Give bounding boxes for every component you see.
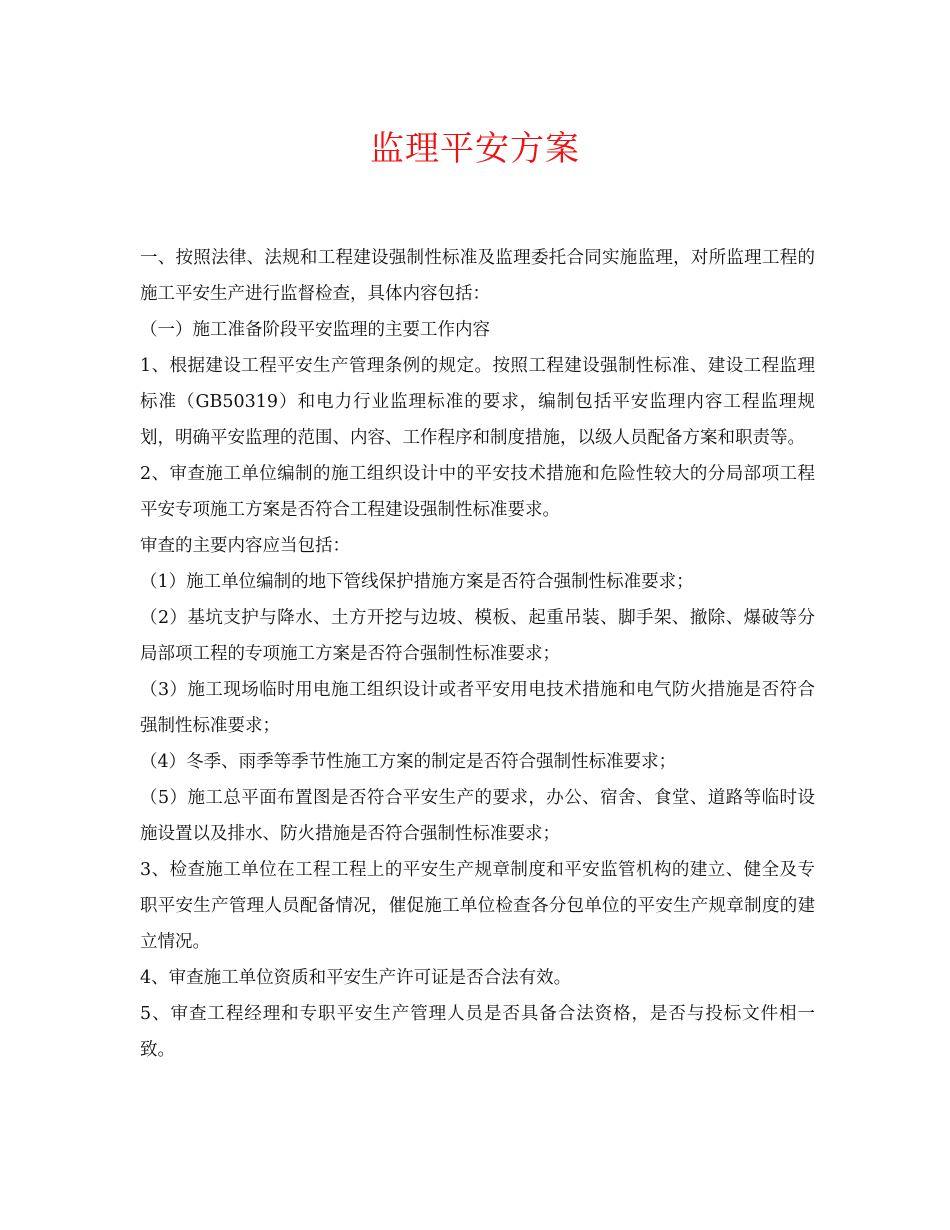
paragraph-item-4: 4、审查施工单位资质和平安生产许可证是否合法有效。 xyxy=(140,968,572,988)
paragraph-review-5: （5）施工总平面布置图是否符合平安生产的要求，办公、宿舍、食堂、道路等临时设施设置以及排水、防火措施是否符合强制性标准要求； xyxy=(140,788,815,844)
paragraph-section-1: 一、按照法律、法规和工程建设强制性标准及监理委托合同实施监理，对所监理工程的施工平安生产进行监督检查，具体内容包括： xyxy=(140,248,815,304)
document-title: 监理平安方案 xyxy=(370,129,580,169)
paragraph-item-2: 2、审查施工单位编制的施工组织设计中的平安技术措施和危险性较大的分局部项工程平安专项施工方案是否符合工程建设强制性标准要求。 xyxy=(140,464,815,520)
paragraph-review-3: （3）施工现场临时用电施工组织设计或者平安用电技术措施和电气防火措施是否符合强制性标准要求； xyxy=(140,680,815,736)
paragraph-item-3: 3、检查施工单位在工程工程上的平安生产规章制度和平安监管机构的建立、健全及专职平安生产管理人员配备情况，催促施工单位检查各分包单位的平安生产规章制度的建立情况。 xyxy=(140,860,815,952)
paragraph-review-2: （2）基坑支护与降水、土方开挖与边坡、模板、起重吊装、脚手架、撤除、爆破等分局部项工程的专项施工方案是否符合强制性标准要求； xyxy=(140,608,815,664)
paragraph-review-1: （1）施工单位编制的地下管线保护措施方案是否符合强制性标准要求； xyxy=(140,572,694,592)
paragraph-review-intro: 审查的主要内容应当包括： xyxy=(140,536,350,556)
paragraph-subsection-1: （一）施工准备阶段平安监理的主要工作内容 xyxy=(140,320,490,340)
paragraph-review-4: （4）冬季、雨季等季节性施工方案的制定是否符合强制性标准要求； xyxy=(140,752,677,772)
paragraph-item-1: 1、根据建设工程平安生产管理条例的规定。按照工程建设强制性标准、建设工程监理标准（GB50319）和电力行业监理标准的要求，编制包括平安监理内容工程监理规划，明确平安监理的范围、内容、工作程序和制度措施，以级人员配备方案和职责等。 xyxy=(140,356,815,448)
document-body xyxy=(140,240,815,1068)
paragraph-item-5: 5、审查工程经理和专职平安生产管理人员是否具备合法资格，是否与投标文件相一致。 xyxy=(140,1004,815,1060)
